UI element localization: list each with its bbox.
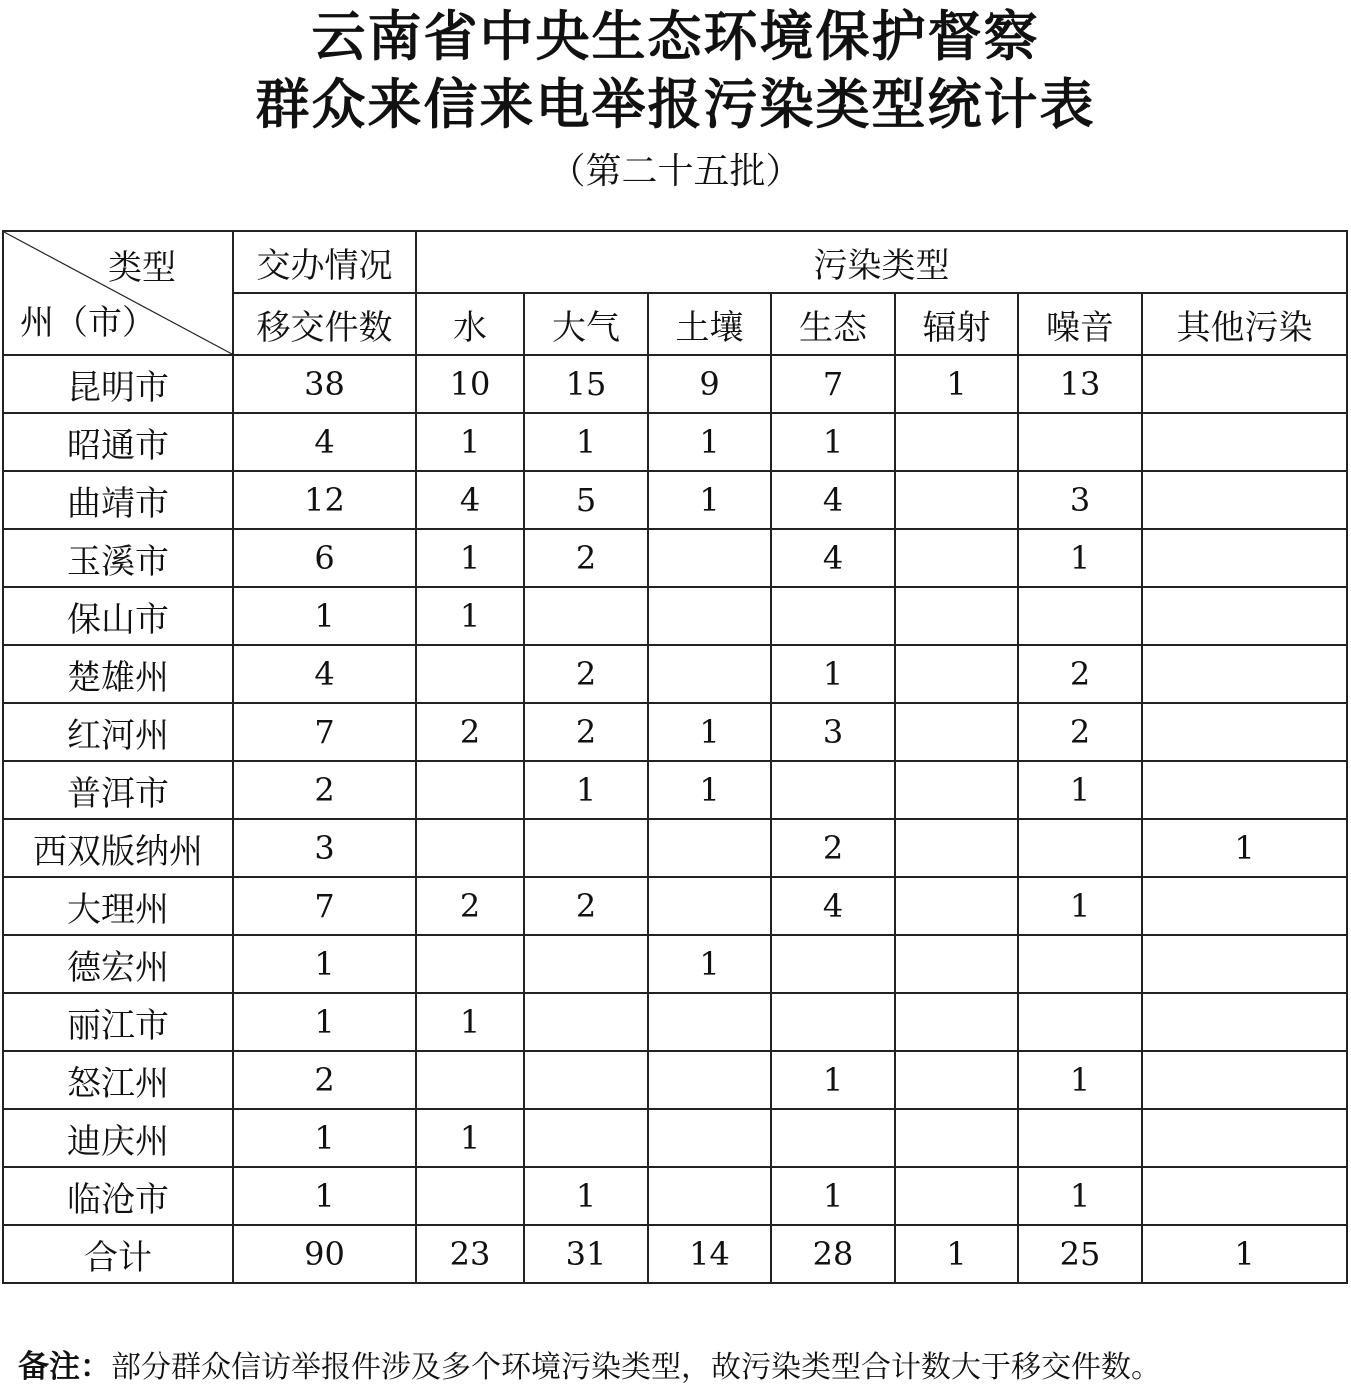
ecology-cell: 7 — [771, 355, 895, 413]
table-row — [3, 1167, 1347, 1225]
air-cell: 1 — [524, 413, 648, 471]
noise-cell: 3 — [1018, 471, 1142, 529]
soil-cell: 1 — [648, 935, 771, 993]
count-cell: 90 — [233, 1225, 416, 1283]
col-header-ecology: 生态 — [771, 293, 895, 355]
other-cell — [1142, 471, 1347, 529]
col-header-water: 水 — [416, 293, 524, 355]
region-cell: 丽江市 — [3, 993, 233, 1051]
soil-cell: 1 — [648, 413, 771, 471]
soil-cell: 9 — [648, 355, 771, 413]
ecology-cell: 1 — [771, 1051, 895, 1109]
col-header-other: 其他污染 — [1142, 293, 1347, 355]
noise-cell — [1018, 935, 1142, 993]
table-row — [3, 587, 1347, 645]
radiation-cell: 1 — [895, 1225, 1018, 1283]
noise-cell — [1018, 587, 1142, 645]
radiation-cell — [895, 819, 1018, 877]
air-cell: 2 — [524, 529, 648, 587]
water-cell: 1 — [416, 1109, 524, 1167]
soil-cell — [648, 587, 771, 645]
water-cell: 1 — [416, 993, 524, 1051]
ecology-cell: 1 — [771, 645, 895, 703]
noise-cell — [1018, 1109, 1142, 1167]
noise-cell: 1 — [1018, 1167, 1142, 1225]
count-cell: 6 — [233, 529, 416, 587]
water-cell — [416, 1167, 524, 1225]
noise-cell — [1018, 819, 1142, 877]
radiation-cell — [895, 587, 1018, 645]
count-cell: 1 — [233, 587, 416, 645]
air-cell — [524, 935, 648, 993]
air-cell: 1 — [524, 1167, 648, 1225]
region-cell: 昆明市 — [3, 355, 233, 413]
count-cell: 4 — [233, 413, 416, 471]
air-cell: 2 — [524, 877, 648, 935]
table-row — [3, 413, 1347, 471]
radiation-cell — [895, 413, 1018, 471]
table-row — [3, 355, 1347, 413]
water-cell: 1 — [416, 413, 524, 471]
noise-cell: 25 — [1018, 1225, 1142, 1283]
soil-cell — [648, 1051, 771, 1109]
radiation-cell — [895, 645, 1018, 703]
water-cell — [416, 761, 524, 819]
other-cell — [1142, 1167, 1347, 1225]
count-cell: 2 — [233, 1051, 416, 1109]
table-row — [3, 819, 1347, 877]
pollution-type-group-header: 污染类型 — [416, 231, 1347, 293]
footnote-text: 部分群众信访举报件涉及多个环境污染类型，故污染类型合计数大于移交件数。 — [111, 1350, 1161, 1385]
ecology-cell: 4 — [771, 877, 895, 935]
table-row — [3, 761, 1347, 819]
soil-cell: 1 — [648, 761, 771, 819]
footnote — [18, 1342, 1351, 1393]
table-row — [3, 935, 1347, 993]
table-row — [3, 993, 1347, 1051]
noise-cell: 1 — [1018, 529, 1142, 587]
ecology-cell — [771, 993, 895, 1051]
air-cell — [524, 1109, 648, 1167]
count-cell: 12 — [233, 471, 416, 529]
col-header-radiation: 辐射 — [895, 293, 1018, 355]
region-cell: 普洱市 — [3, 761, 233, 819]
water-cell: 1 — [416, 587, 524, 645]
radiation-cell — [895, 1051, 1018, 1109]
total-row — [3, 1225, 1347, 1283]
table-row — [3, 645, 1347, 703]
count-cell: 1 — [233, 1167, 416, 1225]
count-cell: 1 — [233, 1109, 416, 1167]
ecology-cell: 1 — [771, 413, 895, 471]
count-cell: 1 — [233, 935, 416, 993]
col-header-soil: 土壤 — [648, 293, 771, 355]
diagonal-header-cell — [3, 231, 233, 355]
count-cell: 2 — [233, 761, 416, 819]
radiation-cell — [895, 529, 1018, 587]
other-cell — [1142, 935, 1347, 993]
region-cell: 保山市 — [3, 587, 233, 645]
soil-cell — [648, 993, 771, 1051]
ecology-cell — [771, 1109, 895, 1167]
water-cell: 2 — [416, 877, 524, 935]
other-cell — [1142, 645, 1347, 703]
soil-cell — [648, 1167, 771, 1225]
assigned-count-header: 移交件数 — [233, 293, 416, 355]
other-cell — [1142, 1051, 1347, 1109]
air-cell: 2 — [524, 645, 648, 703]
document-title-line-2: 群众来信来电举报污染类型统计表 — [255, 73, 1096, 136]
radiation-cell — [895, 993, 1018, 1051]
radiation-cell — [895, 1167, 1018, 1225]
water-cell: 2 — [416, 703, 524, 761]
other-cell: 1 — [1142, 1225, 1347, 1283]
noise-cell: 1 — [1018, 761, 1142, 819]
pollution-statistics-table — [2, 230, 1348, 1284]
count-cell: 7 — [233, 877, 416, 935]
soil-cell: 1 — [648, 703, 771, 761]
air-cell: 15 — [524, 355, 648, 413]
region-cell: 红河州 — [3, 703, 233, 761]
noise-cell — [1018, 413, 1142, 471]
count-cell: 1 — [233, 993, 416, 1051]
ecology-cell: 4 — [771, 529, 895, 587]
ecology-cell: 2 — [771, 819, 895, 877]
col-header-air: 大气 — [524, 293, 648, 355]
radiation-cell — [895, 1109, 1018, 1167]
corner-region-label: 州（市） — [20, 303, 156, 343]
table-row — [3, 703, 1347, 761]
region-cell: 合计 — [3, 1225, 233, 1283]
corner-type-label: 类型 — [108, 248, 176, 288]
soil-cell — [648, 645, 771, 703]
radiation-cell — [895, 703, 1018, 761]
other-cell — [1142, 529, 1347, 587]
ecology-cell: 4 — [771, 471, 895, 529]
air-cell — [524, 993, 648, 1051]
water-cell: 23 — [416, 1225, 524, 1283]
other-cell — [1142, 761, 1347, 819]
ecology-cell: 3 — [771, 703, 895, 761]
region-cell: 怒江州 — [3, 1051, 233, 1109]
water-cell: 1 — [416, 529, 524, 587]
col-header-noise: 噪音 — [1018, 293, 1142, 355]
ecology-cell — [771, 587, 895, 645]
ecology-cell — [771, 935, 895, 993]
soil-cell: 1 — [648, 471, 771, 529]
soil-cell — [648, 819, 771, 877]
other-cell — [1142, 355, 1347, 413]
table-row — [3, 471, 1347, 529]
noise-cell — [1018, 993, 1142, 1051]
region-cell: 西双版纳州 — [3, 819, 233, 877]
region-cell: 德宏州 — [3, 935, 233, 993]
region-cell: 迪庆州 — [3, 1109, 233, 1167]
air-cell — [524, 819, 648, 877]
noise-cell: 2 — [1018, 645, 1142, 703]
water-cell: 4 — [416, 471, 524, 529]
region-cell: 大理州 — [3, 877, 233, 935]
document-title-line-1: 云南省中央生态环境保护督察 — [311, 5, 1040, 68]
region-cell: 玉溪市 — [3, 529, 233, 587]
other-cell — [1142, 703, 1347, 761]
water-cell — [416, 935, 524, 993]
count-cell: 38 — [233, 355, 416, 413]
other-cell — [1142, 877, 1347, 935]
noise-cell: 1 — [1018, 877, 1142, 935]
soil-cell: 14 — [648, 1225, 771, 1283]
water-cell — [416, 819, 524, 877]
air-cell: 1 — [524, 761, 648, 819]
count-cell: 7 — [233, 703, 416, 761]
water-cell — [416, 1051, 524, 1109]
table-row — [3, 529, 1347, 587]
ecology-cell: 28 — [771, 1225, 895, 1283]
region-cell: 楚雄州 — [3, 645, 233, 703]
table-body — [3, 231, 1347, 1283]
soil-cell — [648, 877, 771, 935]
ecology-cell: 1 — [771, 1167, 895, 1225]
noise-cell: 2 — [1018, 703, 1142, 761]
other-cell — [1142, 587, 1347, 645]
header-row-1 — [3, 231, 1347, 293]
radiation-cell — [895, 877, 1018, 935]
air-cell — [524, 1051, 648, 1109]
table-row — [3, 1051, 1347, 1109]
air-cell — [524, 587, 648, 645]
radiation-cell: 1 — [895, 355, 1018, 413]
air-cell: 5 — [524, 471, 648, 529]
table-row — [3, 1109, 1347, 1167]
air-cell: 2 — [524, 703, 648, 761]
footnote-label: 备注： — [18, 1349, 111, 1385]
region-cell: 昭通市 — [3, 413, 233, 471]
region-cell: 曲靖市 — [3, 471, 233, 529]
radiation-cell — [895, 471, 1018, 529]
assigned-group-header: 交办情况 — [233, 231, 416, 293]
other-cell — [1142, 413, 1347, 471]
other-cell — [1142, 1109, 1347, 1167]
ecology-cell — [771, 761, 895, 819]
radiation-cell — [895, 761, 1018, 819]
other-cell: 1 — [1142, 819, 1347, 877]
noise-cell: 13 — [1018, 355, 1142, 413]
radiation-cell — [895, 935, 1018, 993]
table-row — [3, 877, 1347, 935]
count-cell: 4 — [233, 645, 416, 703]
noise-cell: 1 — [1018, 1051, 1142, 1109]
soil-cell — [648, 1109, 771, 1167]
water-cell: 10 — [416, 355, 524, 413]
water-cell — [416, 645, 524, 703]
region-cell: 临沧市 — [3, 1167, 233, 1225]
batch-subtitle: （第二十五批） — [549, 151, 802, 192]
soil-cell — [648, 529, 771, 587]
air-cell: 31 — [524, 1225, 648, 1283]
count-cell: 3 — [233, 819, 416, 877]
other-cell — [1142, 993, 1347, 1051]
